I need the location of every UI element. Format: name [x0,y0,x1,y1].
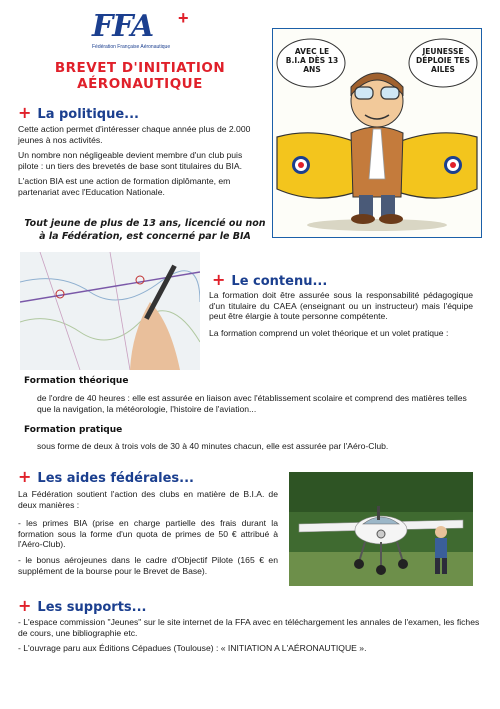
highlight-line-2: à la Fédération, est concerné par le BIA [39,231,251,242]
section-heading-contenu: + Le contenu... [212,270,328,289]
section-heading-aides: + Les aides fédérales... [18,467,194,486]
title-line-1: BREVET D'INITIATION [54,60,226,76]
supports-list-item: - L'ouvrage paru aux Éditions Cépadues (Toulouse) : « INITIATION A L'AÉRONAUTIQUE ». [18,643,367,654]
plane-plus-icon: + [18,467,32,486]
plane-plus-icon: + [178,8,189,28]
plane-plus-icon: + [18,596,32,615]
subheading-pratique: Formation pratique [24,425,123,435]
map-drawing-icon [20,252,200,370]
contenu-paragraph: La formation comprend un volet théorique et un volet pratique : [209,327,449,338]
politique-paragraph: Un nombre non négligeable devient membre d'un club puis pilote : un tiers des brevetés de base sont titulaires du BIA. [18,150,243,171]
section-heading-politique: + La politique... [18,103,140,122]
section-heading-supports: + Les supports... [18,596,147,615]
pratique-text: sous forme de deux à trois vols de 30 à 40 minutes chacun, elle est assurée par l'Aéro-Club. [37,441,389,451]
theorique-text: de l'ordre de 40 heures : elle est assurée en liaison avec l'établissement scolaire et comprend des matières telles que la navigation, la météorologie, l'histoire de l'aviation... [37,393,467,414]
ffa-logo [92,8,202,54]
map-photo [20,252,200,370]
politique-highlight [14,217,276,243]
plane-plus-icon: + [18,103,32,122]
plane-plus-icon: + [212,270,226,289]
title-line-2: AÉRONAUTIQUE [77,76,203,92]
airplane-photo [289,472,473,586]
contenu-paragraph: La formation doit être assurée sous la responsabilité pédagogique d'un titulaire du CAEA (enseignant ou un instructeur) mais l'équipe peut être élargie à toute personne compétente. [209,290,473,322]
speech-bubble-left: AVEC LE B.I.A DÈS 13 ANS [285,47,339,74]
contenu-body [209,290,473,338]
politique-paragraph: L'action BIA est une action de formation diplômante, em partenariat avec l'Education Nationale. [18,176,231,197]
airplane-icon [289,472,473,586]
page-title [30,60,250,92]
politique-body [18,124,264,198]
highlight-line-1: Tout jeune de plus de 13 ans, licencié ou non [24,218,266,229]
cartoon-illustration [272,28,482,238]
supports-body [18,617,480,654]
logo-subtitle: Fédération Française Aéronautique [92,44,171,50]
logo-text: FFA [92,9,154,44]
aides-list-item: - le bonus aérojeunes dans le cadre d'Objectif Pilote (165 € en supplément de la bourse pour le Brevet de Base). [18,554,278,576]
supports-list-item: - L'espace commission "Jeunes" sur le site internet de la FFA avec en téléchargement les annales de l'examen, les fiches de cours, une bibliographie etc. [18,617,480,638]
aides-paragraph: La Fédération soutient l'action des clubs en matière de B.I.A. de deux manières : [18,489,278,510]
aides-body [18,489,278,576]
aides-list-item: - les primes BIA (prise en charge partielle des frais durant la formation sous la forme d'un quota de primes de 50 € attribué à l'Aéro-Club). [18,518,278,550]
speech-bubble-right: JEUNESSE DÉPLOIE TES AILES [416,47,470,74]
politique-paragraph: Cette action permet d'intéresser chaque année plus de 2.000 jeunes à nos activités. [18,124,251,145]
subheading-theorique: Formation théorique [24,376,129,386]
